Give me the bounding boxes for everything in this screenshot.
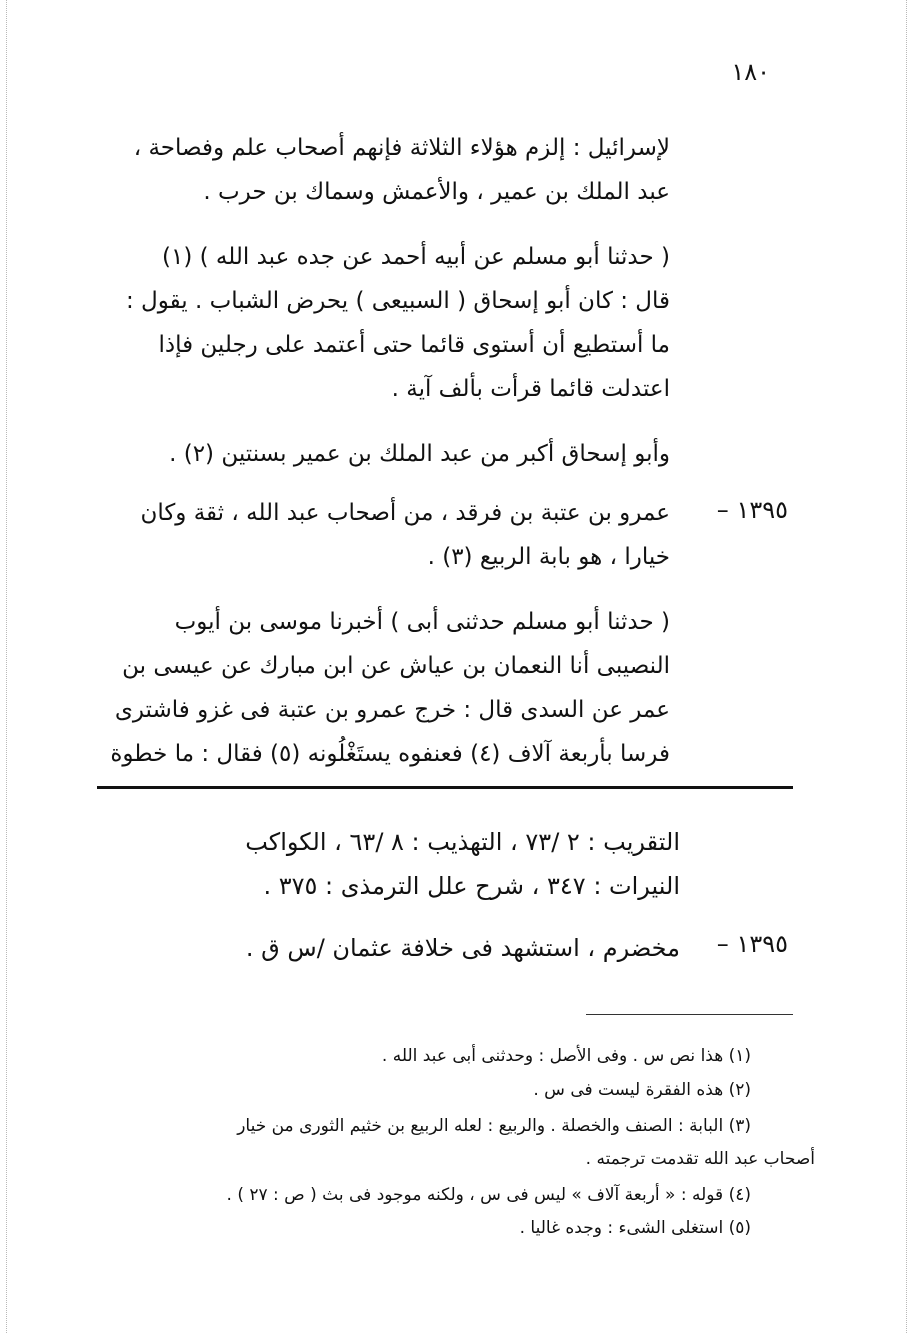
footnote: (٥) استغلى الشىء : وجده غاليا . xyxy=(519,1218,751,1238)
footnote: (٤) قوله : « أربعة آلاف » ليس فى س ، ولكنه موجود فى بث ( ص : ٢٧ ) . xyxy=(226,1185,751,1205)
text-line: عمر عن السدى قال : خرج عمرو بن عتبة فى غزو فاشترى xyxy=(114,697,670,723)
notes-line: التقريب : ٢ /٧٣ ، التهذيب : ٨ /٦٣ ، الكواكب xyxy=(245,828,680,856)
page-number: ١٨٠ xyxy=(731,58,770,86)
footnotes xyxy=(100,0,815,1300)
footnote: (٣) البابة : الصنف والخصلة . والربيع : لعله الربيع بن خثيم الثورى من خيار xyxy=(237,1116,751,1136)
page-edge-left xyxy=(6,0,7,1333)
notes-line: النيرات : ٣٤٧ ، شرح علل الترمذى : ٣٧٥ . xyxy=(263,872,680,900)
text-line: قال : كان أبو إسحاق ( السبيعى ) يحرض الشباب . يقول : xyxy=(125,288,670,314)
text-line: عبد الملك بن عمير ، والأعمش وسماك بن حرب . xyxy=(203,179,670,205)
page-edge-right xyxy=(906,0,907,1333)
notes-entry-number: ١٣٩٥ – xyxy=(716,930,788,958)
notes-entry-text: مخضرم ، استشهد فى خلافة عثمان /س ق . xyxy=(245,934,680,962)
footnote: (١) هذا نص س . وفى الأصل : وحدثنى أبى عبد الله . xyxy=(381,1046,751,1066)
text-line: النصيبى أنا النعمان بن عياش عن ابن مبارك عن عيسى بن xyxy=(122,653,670,679)
text-line: ( حدثنا أبو مسلم عن أبيه أحمد عن جده عبد الله ) (١) xyxy=(162,244,670,270)
entry-number: ١٣٩٥ – xyxy=(716,496,788,524)
text-line: وأبو إسحاق أكبر من عبد الملك بن عمير بسنتين (٢) . xyxy=(169,441,670,467)
text-line: لإسرائيل : إلزم هؤلاء الثلاثة فإنهم أصحاب علم وفصاحة ، xyxy=(133,135,670,161)
footnote: أصحاب عبد الله تقدمت ترجمته . xyxy=(585,1149,815,1169)
entry-line: عمرو بن عتبة بن فرقد ، من أصحاب عبد الله ، ثقة وكان xyxy=(140,500,670,526)
text-line: ما أستطيع أن أستوى قائما حتى أعتمد على رجلين فإذا xyxy=(158,332,670,358)
text-line: اعتدلت قائما قرأت بألف آية . xyxy=(391,376,670,402)
text-line: فرسا بأربعة آلاف (٤) فعنفوه يستَغْلُونه (٥) فقال : ما خطوة xyxy=(110,741,670,767)
footnote: (٢) هذه الفقرة ليست فى س . xyxy=(533,1080,751,1100)
text-line: ( حدثنا أبو مسلم حدثنى أبى ) أخبرنا موسى بن أيوب xyxy=(174,609,670,635)
entry-line: خيارا ، هو بابة الربيع (٣) . xyxy=(427,544,670,570)
